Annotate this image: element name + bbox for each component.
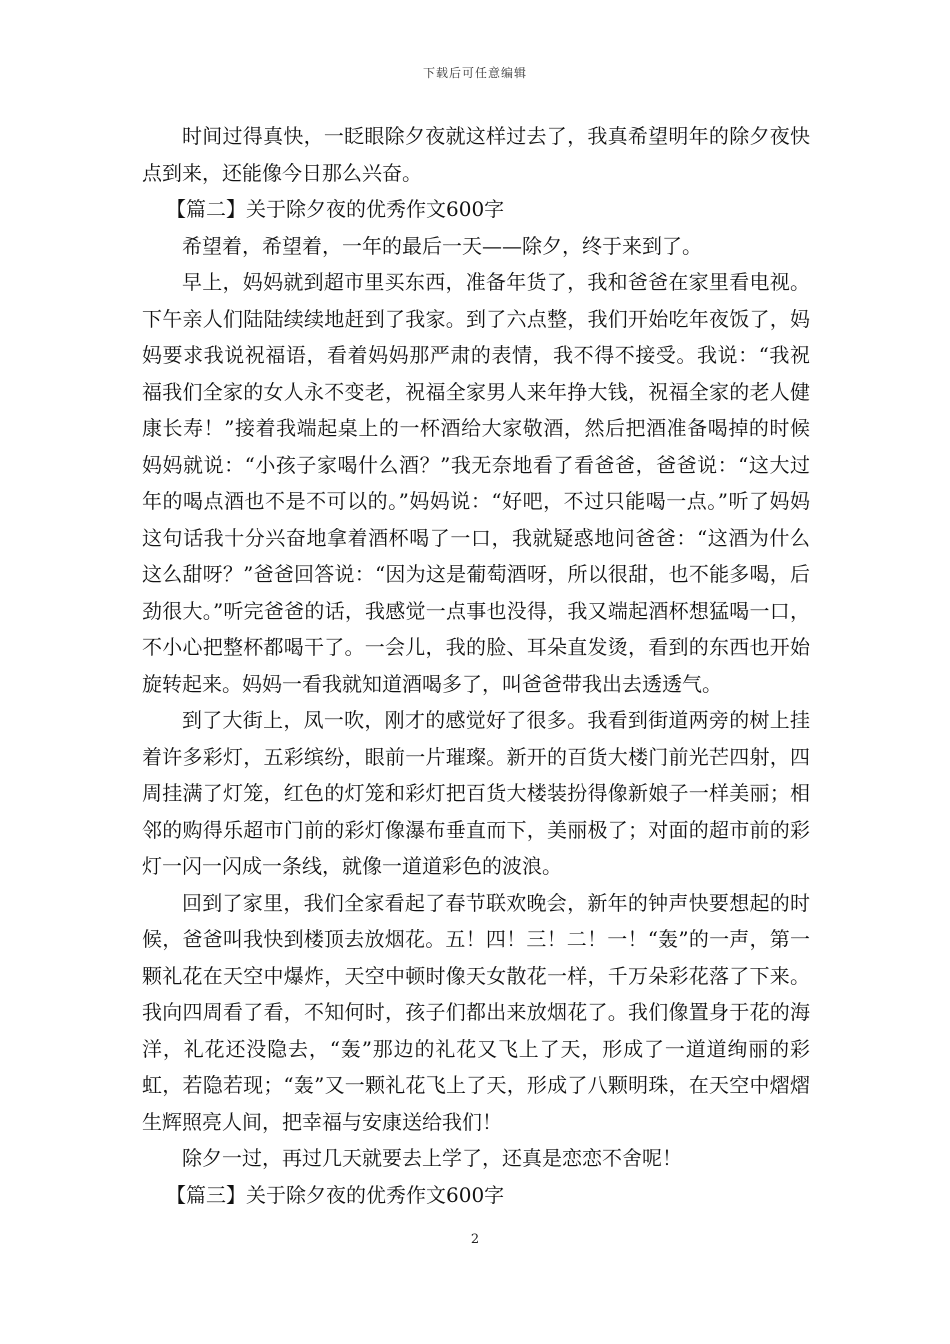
paragraph-street-lights: 到了大街上，凤一吹，刚才的感觉好了很多。我看到街道两旁的树上挂着许多彩灯，五彩缤纷，眼前一片璀璨。新开的百货大楼门前光芒四射，四周挂满了灯笼，红色的灯笼和彩灯把百货大楼装扮得像新娘子一样美丽；相邻的购得乐超市门前的彩灯像瀑布垂直而下，美丽极了；对面的超市前的彩灯一闪一闪成一条线，就像一道道彩色的波浪。 — [142, 708, 810, 878]
document-body — [142, 118, 810, 1213]
paragraph-conclusion: 除夕一过，再过几天就要去上学了，还真是恋恋不舍呢！ — [182, 1146, 682, 1170]
page-header: 下载后可任意编辑 — [422, 66, 527, 80]
paragraph-new-year-dinner: 早上，妈妈就到超市里买东西，准备年货了，我和爸爸在家里看电视。下午亲人们陆陆续续地赶到了我家。到了六点整，我们开始吃年夜饭了，妈妈要求我说祝福语，看着妈妈那严肃的表情，我不得不接受。我说：“我祝福我们全家的女人永不变老，祝福全家男人来年挣大钱，祝福全家的老人健康长寿！”接着我端起桌上的一杯酒给大家敬酒，然后把酒准备喝掉的时候妈妈就说：“小孩子家喝什么酒？”我无奈地看了看爸爸，爸爸说：“这大过年的喝点酒也不是不可以的。”妈妈说：“好吧，不过只能喝一点。”听了妈妈这句话我十分兴奋地拿着酒杯喝了一口，我就疑惑地问爸爸：“这酒为什么这么甜呀？”爸爸回答说：“因为这是葡萄酒呀，所以很甜，也不能多喝，后劲很大。”听完爸爸的话，我感觉一点事也没得，我又端起酒杯想猛喝一口，不小心把整杯都喝干了。一会儿，我的脸、耳朵直发烫，看到的东西也开始旋转起来。妈妈一看我就知道酒喝多了，叫爸爸带我出去透透气。 — [142, 270, 810, 696]
paragraph-fireworks: 回到了家里，我们全家看起了春节联欢晚会，新年的钟声快要想起的时候，爸爸叫我快到楼顶去放烟花。五！四！三！二！一！“轰”的一声，第一颗礼花在天空中爆炸，天空中顿时像天女散花一样，千万朵彩花落了下来。我向四周看了看，不知何时，孩子们都出来放烟花了。我们像置身于花的海洋，礼花还没隐去，“轰”那边的礼花又飞上了天，形成了一道道绚丽的彩虹，若隐若现；“轰”又一颗礼花飞上了天，形成了八颗明珠，在天空中熠熠生辉照亮人间，把幸福与安康送给我们！ — [142, 890, 810, 1134]
paragraph-ending-part-one: 时间过得真快，一眨眼除夕夜就这样过去了，我真希望明年的除夕夜快点到来，还能像今日那么兴奋。 — [142, 124, 810, 185]
section-heading-part-two: 【篇二】关于除夕夜的优秀作文600字 — [166, 197, 505, 221]
section-heading-part-three: 【篇三】关于除夕夜的优秀作文600字 — [166, 1182, 505, 1207]
paragraph-intro: 希望着，希望着，一年的最后一天——除夕，终于来到了。 — [182, 233, 702, 258]
page-number: 2 — [470, 1232, 480, 1247]
